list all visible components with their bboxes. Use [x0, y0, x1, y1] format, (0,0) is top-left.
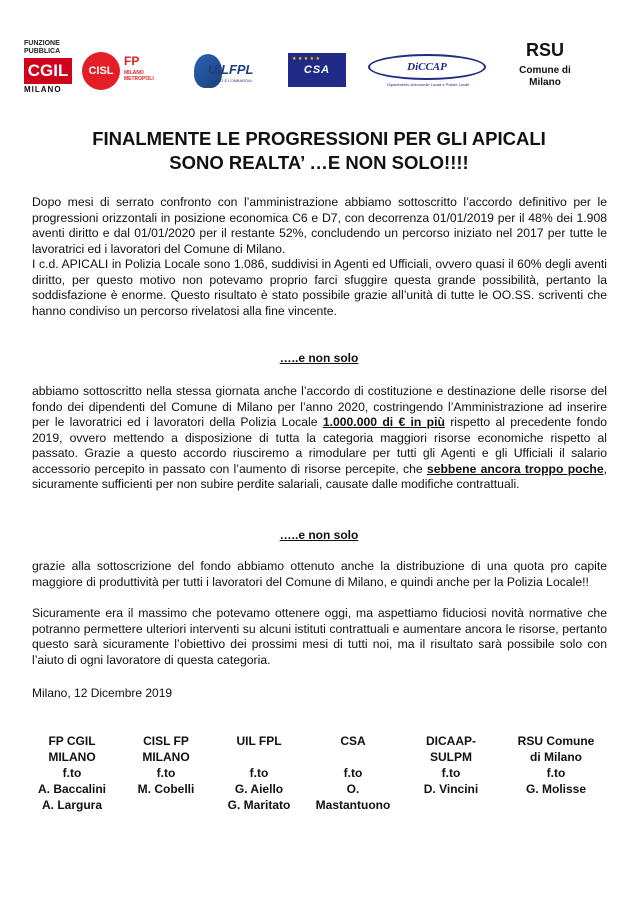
fondo-text-c: rispetto al precedente fondo 2019, ovvero mettendo a disposizione di tutta la categoria maggiori risorse economiche rispetto al passato. Grazie a questo accordo riusciremo a rimodulare per tutti gli Agenti e gli Ufficiali il salario accessorio percepito in passato con l’aumento di risorse percepite, che	[32, 415, 607, 476]
diccap-logo-name: DiCCAP	[368, 54, 486, 80]
signatory-names: A. Baccalini A. Largura	[37, 782, 107, 812]
rsu-logo-sub1: Comune di	[519, 65, 571, 76]
signatory-names: M. Cobelli	[137, 782, 195, 796]
signatory-column	[402, 733, 500, 797]
spacer	[306, 749, 400, 765]
logo-bar	[18, 40, 620, 100]
signatory-column	[306, 733, 400, 813]
signatory-org: DICAAP- SULPM	[426, 734, 476, 764]
signatory-fto: f.to	[441, 766, 461, 780]
paragraph-conclusione: Sicuramente era il massimo che potevamo ottenere oggi, ma aspettiamo fiduciosi novità normative che potranno permettere ulteriori interventi su alcuni istituti contrattuali e aumentare ancora le risorse, pertanto questo sarà sicuramente l’obiettivo dei prossimi mesi di tutti noi, ma il risultato sarà possibile solo con l’aiuto di ogni lavoratore di questa categoria.	[32, 606, 607, 667]
csa-logo-name: CSA	[303, 64, 331, 76]
signatory-org: CISL FP MILANO	[142, 734, 190, 764]
cisl-fp-logo	[82, 52, 170, 92]
fondo-amount-highlight: 1.000.000 di € in più	[322, 415, 445, 429]
separator-e-non-solo-1: …..e non solo	[279, 351, 359, 365]
stars-icon: ★ ★ ★ ★ ★	[292, 56, 320, 62]
paragraph-produttivita: grazie alla sottoscrizione del fondo abbiamo ottenuto anche la distribuzione di una quota pro capite maggiore di produttività per tutti i lavoratori del Comune di Milano, e quindi anche per la Polizia Locale!!	[32, 559, 607, 589]
title-line-2: SONO REALTA’ …E NON SOLO!!!!	[169, 152, 469, 173]
signatory-names: D. Vincini	[423, 782, 479, 796]
diccap-logo-sub: Dipartimento Autonomie Locali e Polizie Locali	[386, 82, 470, 87]
signatory-column	[504, 733, 608, 797]
cgil-logo-city: MILANO	[24, 85, 62, 94]
csa-logo	[288, 53, 346, 87]
cisl-logo-name: CISL	[82, 52, 120, 90]
signatory-column	[212, 733, 306, 813]
cisl-logo-fp: FP	[124, 54, 140, 68]
signatory-column	[120, 733, 212, 797]
signatory-column	[24, 733, 120, 813]
fondo-resources-highlight: sebbene ancora troppo poche	[426, 461, 604, 476]
paragraph-fondo	[32, 384, 607, 493]
cgil-logo	[24, 40, 72, 94]
uil-logo-sub: MILANO E LOMBARDIA	[208, 78, 252, 83]
rsu-logo	[510, 40, 580, 89]
paragraph-progressions: Dopo mesi di serrato confronto con l’amministrazione abbiamo sottoscritto l’accordo definitivo per le progressioni orizzontali in posizione economica C6 e D7, con decorrenza 01/01/2019 per il 48% dei 1.908 aventi diritto e dal 01/01/2020 per il restante 52%, concludendo un percorso iniziato nel 2017 per tutte le lavoratrici ed i lavoratori del Comune di Milano.	[32, 195, 607, 256]
cgil-logo-name: CGIL	[24, 58, 72, 84]
signatory-names: G. Molisse	[525, 782, 587, 796]
signatory-fto: f.to	[249, 766, 269, 780]
signatory-fto: f.to	[343, 766, 363, 780]
cgil-logo-top: FUNZIONE PUBBLICA	[24, 40, 61, 55]
signatory-org: UIL FPL	[236, 734, 282, 748]
signatory-names: O. Mastantuono	[315, 782, 391, 812]
cisl-logo-sub: MILANO METROPOLI	[124, 70, 154, 82]
signatory-fto: f.to	[62, 766, 82, 780]
paragraph-apicali: I c.d. APICALI in Polizia Locale sono 1.086, suddivisi in Agenti ed Ufficiali, ovvero quasi il 60% degli aventi diritto, per questo motivo non potevamo proprio farci sfuggire questa grande possibilità, pertanto la soddisfazione è enorme. Questo risultato è stato possibile grazie all’unità di tutte le OO.SS. scriventi che hanno condiviso un percorso rivelatosi alla fine vincente.	[32, 257, 607, 318]
rsu-logo-name: RSU	[525, 40, 564, 60]
separator-e-non-solo-2: …..e non solo	[279, 528, 359, 542]
signatory-fto: f.to	[546, 766, 566, 780]
signatory-fto: f.to	[156, 766, 176, 780]
signatory-org: RSU Comune di Milano	[517, 734, 595, 764]
signatory-org: FP CGIL MILANO	[48, 734, 96, 764]
title-line-1: FINALMENTE LE PROGRESSIONI PER GLI APICALI	[92, 128, 546, 149]
spacer	[212, 749, 306, 765]
rsu-logo-sub2: Milano	[529, 77, 561, 88]
fondo-text-e: , sicuramente sufficienti per non subire perdite salariali, causate dalle modifiche contrattuali.	[32, 461, 607, 491]
diccap-logo	[368, 54, 484, 90]
fondo-text-a: abbiamo sottoscritto nella stessa giornata anche l’accordo di costituzione e destinazione delle risorse del fondo dei dipendenti del Comune di Milano per l’anno 2020, costringendo l’Amministrazione ad inserire per le lavoratrici ed i lavoratori della Polizia Locale	[32, 384, 607, 429]
uil-logo-name: UILFPL	[208, 62, 254, 77]
signatory-names: G. Aiello G. Maritato	[227, 782, 291, 812]
uil-fpl-logo	[194, 52, 260, 92]
document-title	[20, 127, 618, 175]
signatory-org: CSA	[340, 734, 366, 748]
document-date: Milano, 12 Dicembre 2019	[32, 686, 173, 700]
